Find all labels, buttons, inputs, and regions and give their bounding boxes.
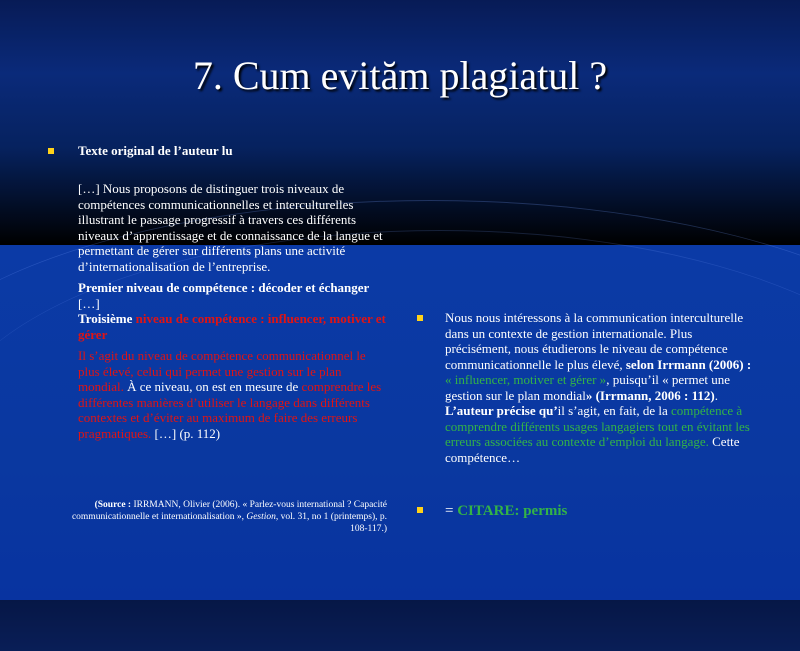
left-quote-block xyxy=(78,181,388,441)
level-one-heading: Premier niveau de compétence : décoder et échanger xyxy=(78,280,370,295)
quote-red-1: Il s’agit du niveau de compétence communicationnel le plus élevé, celui qui permet une gestion sur le plan mondial. xyxy=(78,348,366,394)
source-journal: Gestion xyxy=(246,512,276,522)
level-three-label: Troisième xyxy=(78,311,133,326)
right-text-3: « influencer, motiver et gérer » xyxy=(445,372,607,387)
quote-red-2: comprendre les différentes manières d’utiliser le langage dans différents contextes et d’éviter au maximum de faire des erreurs pragmatiques. xyxy=(78,379,382,441)
bullet-icon xyxy=(417,315,423,321)
ellipsis-text: […] xyxy=(78,295,100,311)
level-three-heading xyxy=(78,311,388,342)
citation-label: CITARE: permis xyxy=(457,503,568,519)
source-label: (Source : xyxy=(94,500,132,510)
right-paraphrase xyxy=(445,310,760,465)
right-text-4: , puisqu’il « permet une gestion sur le plan mondial xyxy=(445,372,731,403)
citation-prefix: = xyxy=(445,503,458,519)
right-text-2: selon Irrmann (2006) : xyxy=(625,356,752,372)
level-three-description xyxy=(78,348,388,441)
quote-white-1: À ce niveau, on est en mesure de xyxy=(123,379,302,394)
bullet-icon xyxy=(417,507,423,513)
quote-paragraph: […] Nous proposons de distinguer trois niveaux de compétences communicationnelles et interculturelles illustrant le passage progressif à travers ces différents niveaux d’apprentissage et de connaissance de la langue et permettant de gérer sur différents plans une activité d’internationalisation de l’entreprise. xyxy=(78,181,383,274)
right-text-5: » (Irrmann, 2006 : 112) xyxy=(585,387,715,403)
source-citation xyxy=(60,499,387,535)
level-three-title: niveau de compétence : influencer, motiver et gérer xyxy=(78,311,386,342)
source-text: IRRMANN, Olivier (2006). « Parlez-vous international ? Capacité communicationnelle et internationalisation », xyxy=(71,500,387,522)
quote-white-2: […] (p. 112) xyxy=(151,425,221,441)
right-text-7: L’auteur précise qu’ xyxy=(445,403,558,418)
slide-title: 7. Cum evităm plagiatul ? xyxy=(192,53,608,98)
right-text-9: compétence à comprendre différents usages langagiers tout en évitant les erreurs associées au contexte d’emploi du langage. xyxy=(445,403,750,449)
left-heading: Texte original de l’auteur lu xyxy=(78,143,233,158)
right-text-10: Cette compétence… xyxy=(445,434,740,465)
bullet-icon xyxy=(48,148,54,154)
right-text-6: . xyxy=(714,387,718,403)
citation-verdict xyxy=(445,503,567,520)
right-text-8: il s’agit, en fait, de la xyxy=(557,403,672,418)
right-text-1: Nous nous intéressons à la communication interculturelle dans un contexte de gestion internationale. Plus précisément, nous étudierons le niveau de compétence communicationnelle le plus élevé, xyxy=(445,310,744,372)
source-end: , vol. 31, no 1 (printemps), p. 108-117.) xyxy=(275,512,387,534)
